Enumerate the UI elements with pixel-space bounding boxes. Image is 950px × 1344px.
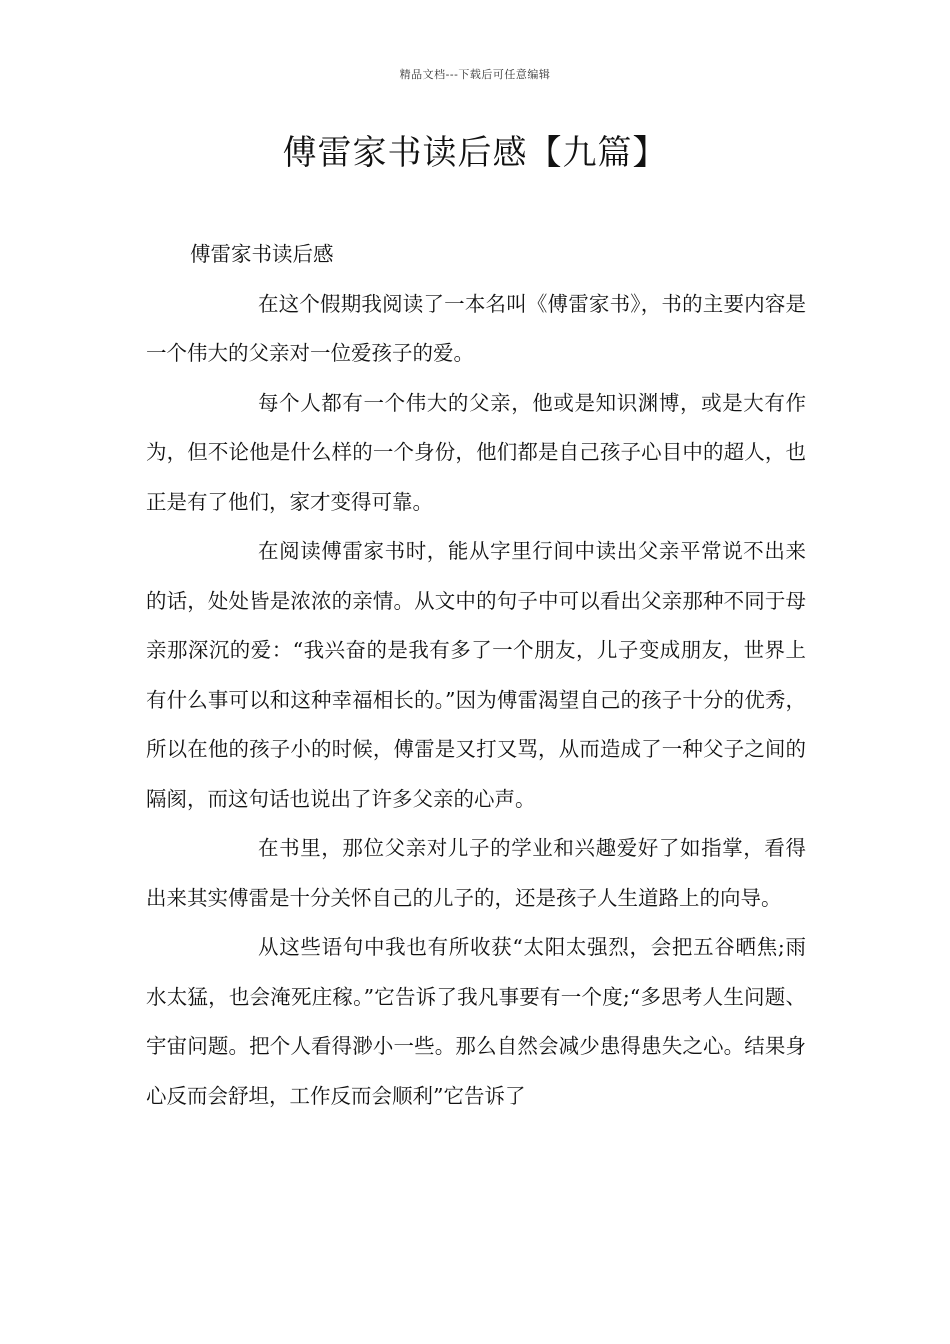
paragraph-5: 从这些语句中我也有所收获“太阳太强烈，会把五谷晒焦;雨水太猛，也会淹死庄稼。”它告诉了我凡事要有一个度;“多思考人生问题、宇宙问题。把个人看得渺小一些。那么自然会减少患得患失之心。结果身心反而会舒坦，工作反而会顺利”它告诉了 xyxy=(146,935,806,1108)
document-body xyxy=(146,230,806,1121)
paragraph-4: 在书里，那位父亲对儿子的学业和兴趣爱好了如指掌，看得出来其实傅雷是十分关怀自己的儿子的，还是孩子人生道路上的向导。 xyxy=(146,836,806,910)
paragraph-2: 每个人都有一个伟大的父亲，他或是知识渊博，或是大有作为，但不论他是什么样的一个身份，他们都是自己孩子心目中的超人，也正是有了他们，家才变得可靠。 xyxy=(146,390,806,514)
document-title: 傅雷家书读后感【九篇】 xyxy=(282,133,668,173)
header-note: 精品文档---下载后可任意编辑 xyxy=(399,68,551,81)
paragraph-1: 在这个假期我阅读了一本名叫《傅雷家书》，书的主要内容是一个伟大的父亲对一位爱孩子的爱。 xyxy=(146,291,806,365)
section-subheading: 傅雷家书读后感 xyxy=(190,242,334,266)
paragraph-3: 在阅读傅雷家书时，能从字里行间中读出父亲平常说不出来的话，处处皆是浓浓的亲情。从文中的句子中可以看出父亲那种不同于母亲那深沉的爱：“我兴奋的是我有多了一个朋友，儿子变成朋友，世界上有什么事可以和这种幸福相长的。”因为傅雷渴望自己的孩子十分的优秀，所以在他的孩子小的时候，傅雷是又打又骂，从而造成了一种父子之间的隔阂，而这句话也说出了许多父亲的心声。 xyxy=(146,539,806,811)
